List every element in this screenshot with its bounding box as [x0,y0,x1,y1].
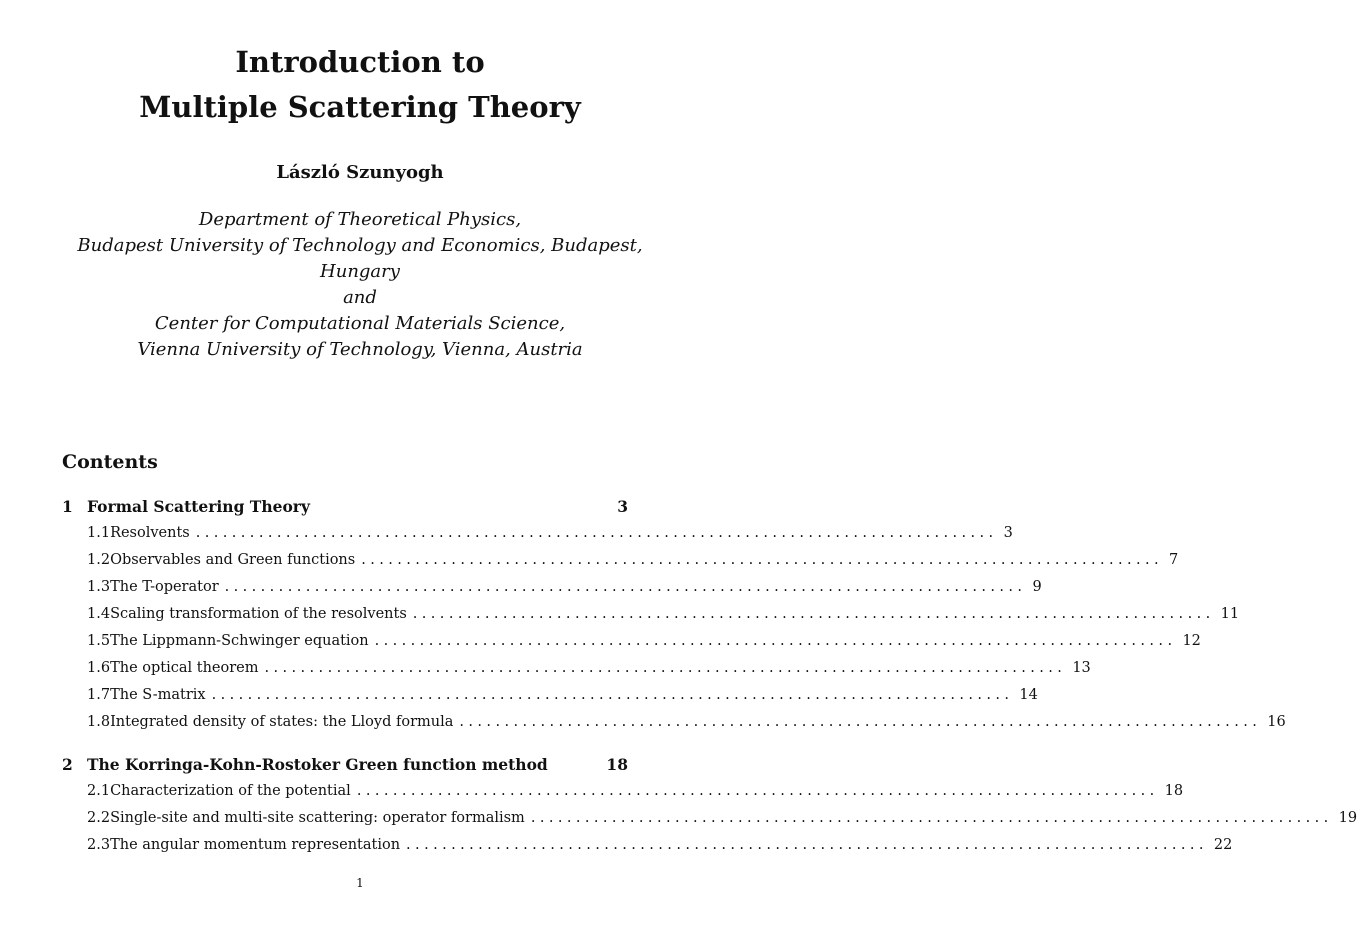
subsection-number: 1.2 [87,552,111,568]
leader-dots: ......................................................................................... [211,687,1014,703]
section-number: 1 [62,497,73,516]
section-page: 18 [606,755,628,774]
section-title: The Korringa-Kohn-Rostoker Green function method [87,755,548,774]
leader-dots: ......................................................................................... [530,810,1333,826]
subsection-number: 2.1 [87,783,111,799]
subsection-page: 13 [1072,660,1091,676]
affiliation-line: and [343,287,377,308]
subsection-number: 1.4 [87,606,111,622]
toc-subsection[interactable] [62,655,1091,682]
subsection-number: 1.6 [87,660,111,676]
subsection-title: The Lippmann-Schwinger equation [110,633,369,649]
title-line-1: Introduction to [235,45,485,79]
subsection-title: Integrated density of states: the Lloyd formula [110,714,454,730]
subsection-title: The optical theorem [110,660,259,676]
leader-dots: ......................................................................................... [356,783,1159,799]
toc-subsection[interactable] [62,778,1184,805]
subsection-title: Observables and Green functions [110,552,356,568]
leader-dots: ......................................................................................... [374,633,1177,649]
affiliation [0,207,720,363]
toc-subsection[interactable] [62,574,1042,601]
section-page: 3 [617,497,628,516]
toc-subsection[interactable] [62,547,1179,574]
leader-dots: ......................................................................................... [264,660,1067,676]
subsection-title: The angular momentum representation [110,837,401,853]
affiliation-line: Department of Theoretical Physics, [198,209,522,230]
subsection-title: Characterization of the potential [110,783,351,799]
affiliation-line: Hungary [320,261,400,282]
toc-subsection[interactable] [62,520,1013,547]
toc-subsection[interactable] [62,832,1233,859]
table-of-contents [62,494,1357,859]
subsection-page: 12 [1182,633,1201,649]
leader-dots: ......................................................................................... [224,579,1027,595]
subsection-page: 14 [1019,687,1038,703]
author: László Szunyogh [276,162,444,183]
subsection-number: 1.3 [87,579,111,595]
toc-subsection[interactable] [62,709,1286,736]
toc-subsection[interactable] [62,805,1357,832]
title-line-2: Multiple Scattering Theory [139,90,581,124]
leader-dots: ......................................................................................... [459,714,1262,730]
leader-dots: ......................................................................................... [406,837,1208,853]
toc-section[interactable] [62,752,628,778]
subsection-page: 18 [1164,783,1184,799]
subsection-number: 1.5 [87,633,111,649]
toc-section[interactable] [62,494,628,520]
leader-dots: ......................................................................................... [361,552,1164,568]
affiliation-line: Center for Computational Materials Science, [154,313,566,334]
subsection-page: 16 [1267,714,1286,730]
subsection-number: 2.2 [87,810,111,826]
subsection-page: 3 [1003,525,1013,541]
page-number: 1 [356,876,364,890]
subsection-page: 11 [1220,606,1240,622]
subsection-title: Single-site and multi-site scattering: operator formalism [110,810,525,826]
subsection-title: Resolvents [110,525,190,541]
subsection-title: The T-operator [110,579,219,595]
subsection-number: 2.3 [87,837,111,853]
subsection-number: 1.1 [87,525,111,541]
toc-subsection[interactable] [62,601,1240,628]
affiliation-line: Budapest University of Technology and Economics, Budapest, [77,235,643,256]
contents-heading: Contents [62,451,158,473]
section-gap [62,736,628,752]
leader-dots: ......................................................................................... [412,606,1215,622]
subsection-page: 22 [1213,837,1233,853]
subsection-title: The S-matrix [110,687,206,703]
subsection-page: 19 [1338,810,1357,826]
section-number: 2 [62,755,73,774]
subsection-number: 1.8 [87,714,111,730]
leader-dots: ......................................................................................... [195,525,998,541]
affiliation-line: Vienna University of Technology, Vienna, Austria [137,339,583,360]
subsection-number: 1.7 [87,687,111,703]
section-title: Formal Scattering Theory [87,497,310,516]
subsection-title: Scaling transformation of the resolvents [110,606,407,622]
toc-subsection[interactable] [62,682,1038,709]
subsection-page: 7 [1169,552,1179,568]
toc-subsection[interactable] [62,628,1201,655]
subsection-page: 9 [1032,579,1042,595]
